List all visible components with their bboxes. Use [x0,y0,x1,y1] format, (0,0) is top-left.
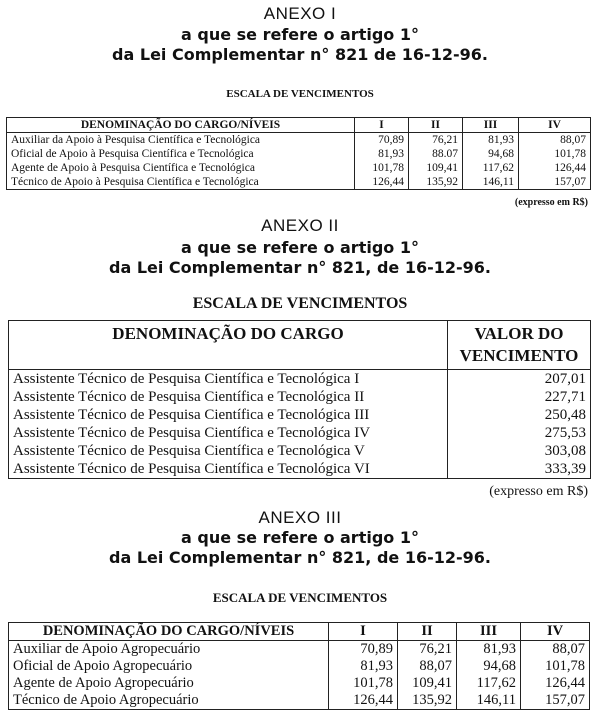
value-cell: 250,48 [448,406,591,424]
annex1-note: (expresso em R$) [514,197,588,208]
annex2-note: (expresso em R$) [489,484,588,499]
value-cell: 157,07 [521,692,590,710]
value-cell: 101,78 [355,161,409,175]
annex2-scale-heading: ESCALA DE VENCIMENTOS [192,295,408,312]
value-cell: 126,44 [329,692,398,710]
cargo-name: Agente de Apoio Agropecuário [9,675,329,692]
table-row [9,692,590,710]
annex1-law: da Lei Complementar n° 821 de 16-12-96. [112,45,488,64]
column-header: I [329,623,398,641]
table-row [9,460,591,479]
column-header: DENOMINAÇÃO DO CARGO/NÍVEIS [9,623,329,641]
value-cell: 81,93 [457,641,521,659]
value-cell: 88.07 [409,147,463,161]
cargo-name: Oficial de Apoio Agropecuário [9,658,329,675]
table-row [7,175,591,190]
value-cell: 88,07 [521,641,590,659]
column-header: II [409,118,463,133]
value-cell: 76,21 [409,133,463,148]
value-cell: 88,07 [398,658,457,675]
column-header: DENOMINAÇÃO DO CARGO/NÍVEIS [7,118,355,133]
value-cell: 76,21 [398,641,457,659]
value-cell: 109,41 [398,675,457,692]
column-header: II [398,623,457,641]
value-cell: 146,11 [463,175,519,190]
value-cell: 101,78 [329,675,398,692]
cargo-name: Assistente Técnico de Pesquisa Científica e Tecnológica III [9,406,448,424]
cargo-name: Assistente Técnico de Pesquisa Científica e Tecnológica II [9,388,448,406]
table-row [9,370,591,389]
cargo-name: Técnico de Apoio Agropecuário [9,692,329,710]
column-header: IV [519,118,591,133]
annex2-title: ANEXO II [261,216,339,235]
value-cell: 117,62 [457,675,521,692]
value-cell: 81,93 [329,658,398,675]
value-cell: 126,44 [355,175,409,190]
value-cell: 207,01 [448,370,591,389]
value-cell: 94,68 [463,147,519,161]
table-header-row [9,623,590,641]
table-row [9,406,591,424]
value-cell: 70,89 [355,133,409,148]
annex1-subtitle: a que se refere o artigo 1° [181,25,419,44]
column-header: III [457,623,521,641]
value-cell: 88,07 [519,133,591,148]
cargo-name: Agente de Apoio à Pesquisa Científica e Tecnológica [7,161,355,175]
value-cell: 101,78 [521,658,590,675]
table-header-row [9,321,591,370]
table-row [7,161,591,175]
cargo-name: Oficial de Apoio à Pesquisa Científica e Tecnológica [7,147,355,161]
value-cell: 135,92 [409,175,463,190]
column-header: I [355,118,409,133]
value-cell: 146,11 [457,692,521,710]
cargo-name: Assistente Técnico de Pesquisa Científica e Tecnológica IV [9,424,448,442]
value-cell: 275,53 [448,424,591,442]
table-row [9,658,590,675]
table-row [9,424,591,442]
annex2-subtitle: a que se refere o artigo 1° [181,238,419,257]
table-header-row [7,118,591,133]
cargo-name: Assistente Técnico de Pesquisa Científica e Tecnológica VI [9,460,448,479]
value-cell: 81,93 [355,147,409,161]
value-cell: 303,08 [448,442,591,460]
annex2-table [8,320,591,479]
annex3-law: da Lei Complementar n° 821, de 16-12-96. [109,548,491,567]
value-cell: 94,68 [457,658,521,675]
value-cell: 126,44 [519,161,591,175]
table-row [9,641,590,659]
value-cell: 126,44 [521,675,590,692]
table-row [7,133,591,148]
annex3-table [8,622,590,710]
table-row [9,442,591,460]
value-cell: 70,89 [329,641,398,659]
annex3-scale-heading: ESCALA DE VENCIMENTOS [212,590,388,605]
column-header: DENOMINAÇÃO DO CARGO [9,321,448,370]
value-cell: 333,39 [448,460,591,479]
table-row [7,147,591,161]
cargo-name: Auxiliar de Apoio Agropecuário [9,641,329,659]
annex1-title: ANEXO I [263,4,337,23]
table-row [9,388,591,406]
annex1-table [6,117,591,190]
cargo-name: Assistente Técnico de Pesquisa Científica e Tecnológica I [9,370,448,389]
value-cell: 135,92 [398,692,457,710]
value-cell: 101,78 [519,147,591,161]
cargo-name: Assistente Técnico de Pesquisa Científica e Tecnológica V [9,442,448,460]
value-cell: 227,71 [448,388,591,406]
value-cell: 117,62 [463,161,519,175]
value-cell: 109,41 [409,161,463,175]
annex3-title: ANEXO III [258,508,342,527]
cargo-name: Técnico de Apoio à Pesquisa Científica e Tecnológica [7,175,355,190]
cargo-name: Auxiliar da Apoio à Pesquisa Científica e Tecnológica [7,133,355,148]
value-cell: 81,93 [463,133,519,148]
annex1-scale-heading: ESCALA DE VENCIMENTOS [226,88,374,100]
column-header: III [463,118,519,133]
annex3-subtitle: a que se refere o artigo 1° [181,528,419,547]
column-header: VALOR DO VENCIMENTO [448,321,591,370]
annex2-law: da Lei Complementar n° 821, de 16-12-96. [109,258,491,277]
table-row [9,675,590,692]
value-cell: 157,07 [519,175,591,190]
column-header: IV [521,623,590,641]
